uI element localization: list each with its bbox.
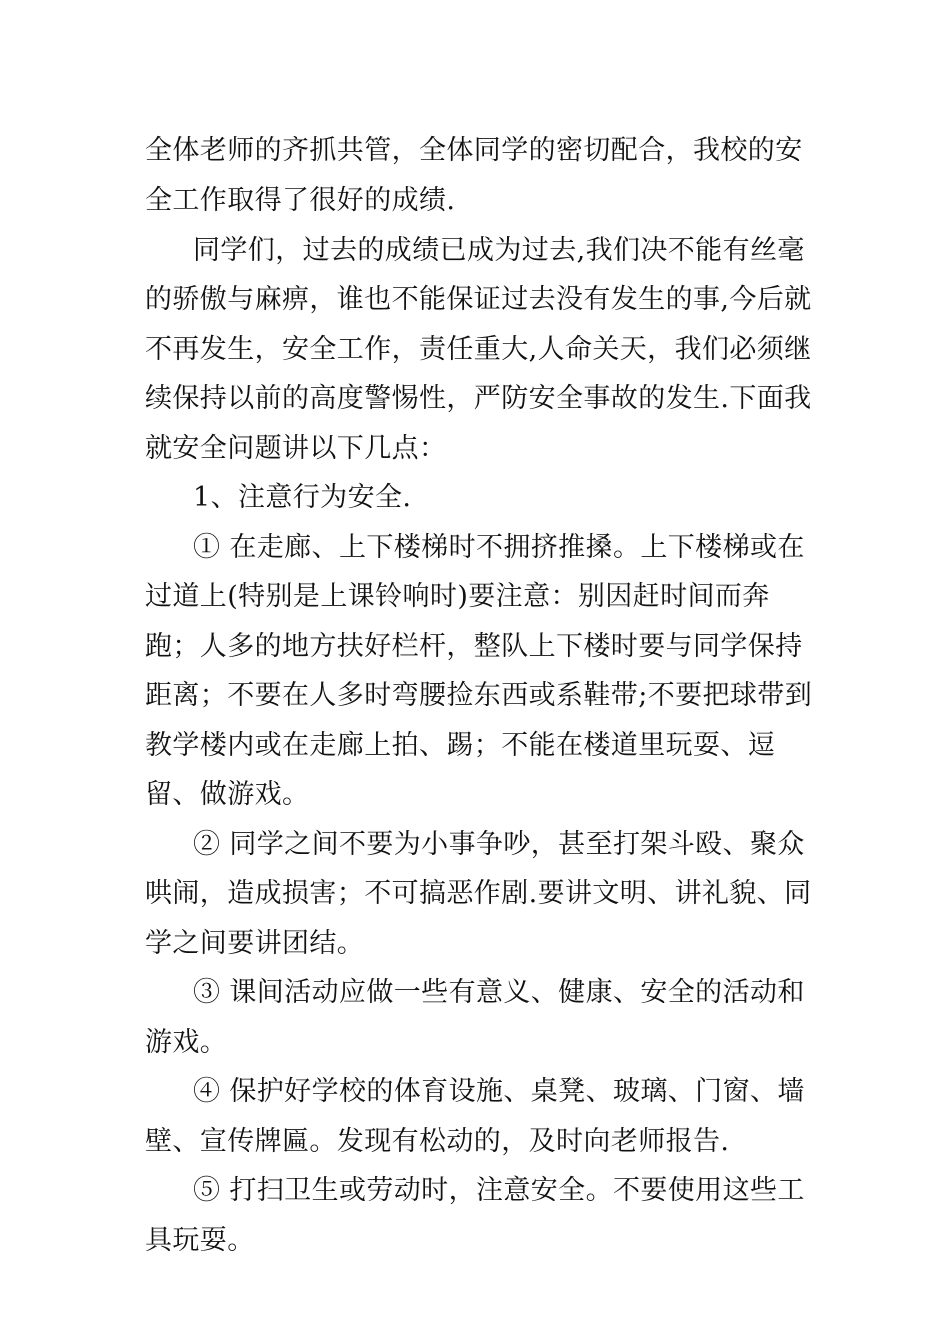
- document-body: [145, 126, 817, 1265]
- list-item-3-recess-activities: ③ 课间活动应做一些有意义、健康、安全的活动和游戏。: [145, 977, 805, 1058]
- list-item-4-protect-facilities: ④ 保护好学校的体育设施、桌凳、玻璃、门窗、墙壁、宣传牌匾。发现有松动的，及时向老师报告.: [145, 1076, 805, 1157]
- paragraph-continuation: 全体老师的齐抓共管，全体同学的密切配合，我校的安全工作取得了很好的成绩.: [145, 135, 803, 216]
- list-item-5-cleaning-safety: ⑤ 打扫卫生或劳动时，注意安全。不要使用这些工具玩耍。: [145, 1175, 805, 1256]
- list-item-2-no-fighting: ② 同学之间不要为小事争吵，甚至打架斗殴、聚众哄闹，造成损害；不可搞恶作剧.要讲文明、讲礼貌、同学之间要讲团结。: [145, 828, 812, 959]
- section-heading-behavior-safety: 1、注意行为安全.: [193, 482, 412, 514]
- list-item-1-corridor-stairs: ① 在走廊、上下楼梯时不拥挤推搡。上下楼梯或在过道上(特别是上课铃响时)要注意：别因赶时间而奔跑；人多的地方扶好栏杆，整队上下楼时要与同学保持距离；不要在人多时弯腰捡东西或系鞋带;不要把球带到教学楼内或在走廊上拍、踢；不能在楼道里玩耍、逗留、做游戏。: [145, 531, 813, 811]
- paragraph-intro-warning: 同学们，过去的成绩已成为过去,我们决不能有丝毫的骄傲与麻痹，谁也不能保证过去没有发生的事,今后就不再发生，安全工作，责任重大,人命关天，我们必须继续保持以前的高度警惕性，严防安全事故的发生.下面我就安全问题讲以下几点：: [145, 234, 812, 464]
